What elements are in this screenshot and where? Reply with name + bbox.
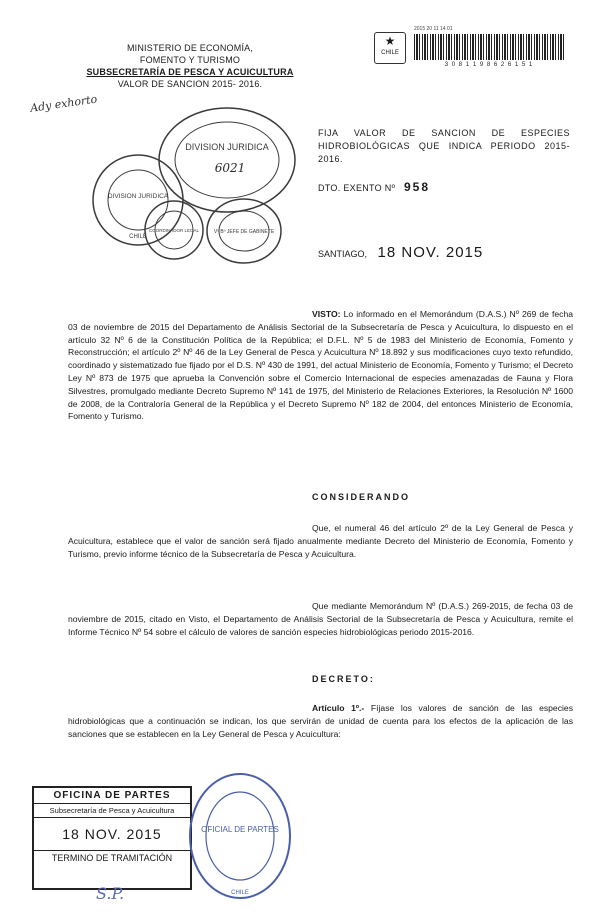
handwritten-initials: S.P.	[96, 884, 125, 903]
considerando-text-2: Que mediante Memorándum Nº (D.A.S.) 269-2015, de fecha 03 de noviembre de 2015, citado en Visto, el Departamento de Análisis Sectorial de la Subsecretaría de Pesca y Acuicultura, remite el Informe Técnico Nº 54 sobre el cálculo de valores de sanción especies hidrobiológicas periodo 2015-2016.	[68, 601, 573, 637]
barcode-bars	[414, 34, 564, 60]
barcode-label	[370, 26, 572, 74]
decree-date: 18 NOV. 2015	[377, 244, 484, 261]
oficina-footer: TERMINO DE TRAMITACIÓN	[51, 853, 173, 863]
decreto-heading: DECRETO:	[312, 674, 375, 684]
articulo-1-paragraph	[68, 702, 573, 740]
visto-label: VISTO:	[312, 309, 341, 319]
decree-title: FIJA VALOR DE SANCION DE ESPECIES HIDROBIOLÓGICAS QUE INDICA PERIODO 2015-2016.	[318, 128, 570, 164]
handwritten-note: Ady exhorto	[29, 92, 98, 115]
decree-number-line	[318, 180, 430, 194]
ministry-line: MINISTERIO DE ECONOMÍA,	[126, 43, 254, 53]
stamp-jefe-text: Vº Bº JEFE DE GABINETE	[213, 229, 275, 235]
visto-paragraph	[68, 308, 573, 423]
reference-line: VALOR DE SANCION 2015- 2016.	[117, 79, 263, 89]
articulo-1-text: Fíjase los valores de sanción de las especies hidrobiológicas que a continuación se indican, los que servirán de unidad de cuenta para los efectos de la aplicación de las sanciones que se establecen en la Ley General de Pesca y Acuicultura:	[68, 703, 573, 739]
stamp-oficial-text: OFICIAL DE PARTES	[201, 825, 279, 834]
decree-date-line	[318, 244, 483, 261]
stamp-juridica-number: 6021	[214, 161, 246, 175]
ministry-line-2: FOMENTO Y TURISMO	[139, 55, 241, 65]
stamp-coord-text: COORDINADOR LEGAL	[148, 228, 200, 233]
oficina-date: 18 NOV. 2015	[34, 818, 190, 851]
oficina-subtitle: Subsecretaría de Pesca y Acuicultura	[34, 804, 190, 818]
stamp-oficial-chile: CHILE	[231, 890, 249, 896]
subsecretaria-line: SUBSECRETARÍA DE PESCA Y ACUICULTURA	[86, 67, 294, 77]
stamp-juridica-text: DIVISION JURIDICA	[185, 142, 269, 152]
considerando-paragraph-1	[68, 522, 573, 560]
decree-number: 958	[403, 180, 431, 194]
considerando-text-1: Que, el numeral 46 del artículo 2º de la Ley General de Pesca y Acuicultura, establece que el valor de sanción será fijado anualmente mediante Decreto del Ministerio de Economía, Fomento y Turismo, previo informe técnico de la Subsecretaría de Pesca y Acuicultura.	[68, 523, 573, 559]
oficina-title: OFICINA DE PARTES	[34, 788, 190, 804]
decree-number-label: DTO. EXENTO Nº	[318, 183, 396, 193]
decree-place: SANTIAGO,	[318, 249, 368, 259]
barcode-number: 3 0 8 1 1 9 8 6 2 6 1 5 1	[444, 62, 534, 68]
government-crest: ★ CHILE	[374, 32, 406, 64]
oficina-partes-stamp	[32, 786, 192, 890]
letterhead	[70, 42, 310, 90]
crest-label: CHILE	[381, 50, 399, 56]
considerando-heading: CONSIDERANDO	[312, 492, 411, 502]
stamp-chile-text: CHILE	[129, 234, 147, 240]
considerando-paragraph-2	[68, 600, 573, 638]
barcode-header-text: 2015 20 11 14 01	[414, 26, 453, 32]
stamp-jefe-gabinete	[204, 196, 284, 266]
visto-text: Lo informado en el Memorándum (D.A.S.) Nº 269 de fecha 03 de noviembre de 2015 del Departamento de Análisis Sectorial de la Subsecretaría de Pesca y Acuicultura, lo dispuesto en el artículo 32 Nº 6 de la Constitución Política de la República; el D.F.L. Nº 5 de 1983 del Ministerio de Economía, Fomento y Reconstrucción; el artículo 2º Nº 46 de la Ley General de Pesca y Acuicultura Nº 18.892 y sus modificaciones cuyo texto refundido, coordinado y sistematizado fue fijado por el D.S. Nº 430 de 1991, del actual Ministerio de Economía, Fomento y Turismo; el Decreto Ley Nº 873 de 1975 que aprueba la Convención sobre el Comercio Internacional de especies amenazadas de Fauna y Flora Silvestres, promulgado mediante Decreto Supremo Nº 141 de 1975, del Ministerio de Relaciones Exteriores, la Resolución Nº 1600 de 2008, de la Contraloría General de la República y el Decreto Supremo Nº 182 de 2004, del entonces Ministerio de Economía, Fomento y Turismo.	[68, 309, 573, 422]
stamp-coordinador-legal	[142, 198, 206, 262]
stamp-juridica2-text: DIVISION JURIDICA	[107, 193, 169, 200]
stamp-oficial-partes	[186, 770, 294, 902]
articulo-1-label: Artículo 1º.-	[312, 703, 365, 713]
